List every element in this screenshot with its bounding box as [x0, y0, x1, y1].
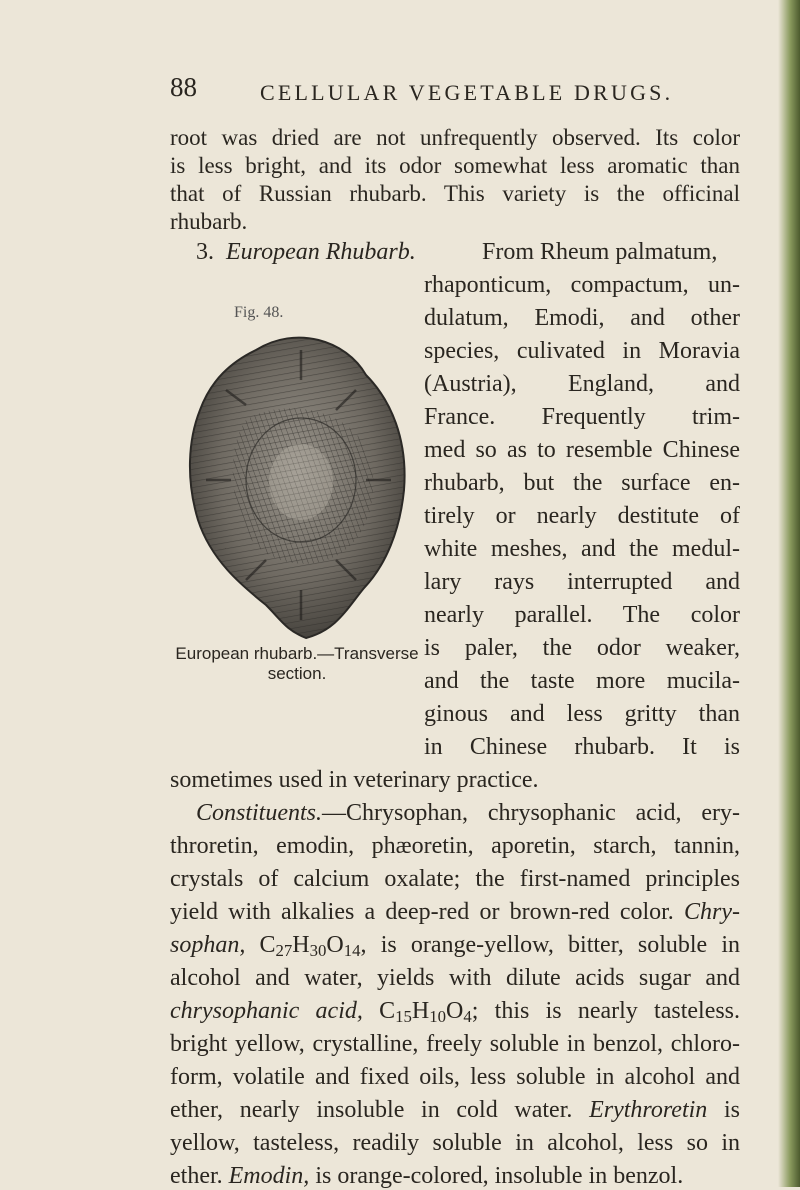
- constituents-line-12-b: is orange-colored, insoluble in benzol.: [315, 1163, 684, 1189]
- figure-caption: [170, 644, 424, 684]
- right-col-line-7: rhubarb, but the surface en-: [424, 470, 740, 496]
- page-header: [0, 72, 800, 112]
- chrysophanic-acid-label: chrysophanic acid,: [170, 998, 363, 1024]
- constituents-line-1-text: —Chrysophan, chrysophanic acid, ery-: [322, 800, 740, 826]
- page-edge-shadow: [778, 0, 800, 1187]
- right-col-line-13: and the taste more mucila-: [424, 668, 740, 694]
- figure-label: Fig. 48.: [234, 304, 284, 321]
- right-col-line-1: rhaponticum, compactum, un-: [424, 272, 740, 298]
- figure-rhubarb-section: [186, 330, 412, 640]
- right-col-line-6: med so as to resemble Chinese: [424, 437, 740, 463]
- right-col-line-15: in Chinese rhubarb. It is: [424, 734, 740, 760]
- constituents-line-9: form, volatile and fixed oils, less soluble in alcohol and: [170, 1064, 740, 1090]
- figure-caption-line-1: European rhubarb.—Transverse: [175, 644, 419, 663]
- right-col-line-2: dulatum, Emodi, and other: [424, 305, 740, 331]
- constituents-line-10-a: ether, nearly insoluble in cold water.: [170, 1097, 573, 1123]
- right-col-line-14: ginous and less gritty than: [424, 701, 740, 727]
- section-number: 3.: [196, 239, 214, 265]
- after-figure-line: sometimes used in veterinary practice.: [170, 767, 539, 793]
- section-title: European Rhubarb.: [226, 239, 416, 265]
- intro-line-4: rhubarb.: [170, 209, 248, 234]
- constituents-line-5: [170, 931, 740, 959]
- running-head: CELLULAR VEGETABLE DRUGS.: [260, 80, 674, 105]
- section-heading-line: [196, 238, 740, 266]
- chrysophanic-acid-formula: $C_{15}H_{10}O_4$: [379, 998, 472, 1026]
- chrysophan-label-2: sophan,: [170, 932, 246, 958]
- constituents-line-12: [170, 1162, 740, 1190]
- rhubarb-cross-section-illustration: [186, 330, 412, 640]
- constituents-line-7: [170, 997, 740, 1025]
- constituents-line-5-text: is orange-yellow, bitter, soluble in: [380, 932, 741, 958]
- figure-caption-line-2: section.: [267, 664, 327, 683]
- erythroretin-label: Erythroretin: [589, 1097, 708, 1123]
- right-col-line-10: lary rays interrupted and: [424, 569, 740, 595]
- intro-line-1: root was dried are not unfrequently observed. Its color: [170, 125, 740, 150]
- chrysophan-label: Chry-: [684, 899, 740, 925]
- right-col-line-5: France. Frequently trim-: [424, 404, 740, 430]
- intro-line-2: is less bright, and its odor somewhat less aromatic than: [170, 153, 740, 178]
- constituents-line-2: throretin, emodin, phæoretin, aporetin, starch, tannin,: [170, 833, 740, 859]
- constituents-line-3: crystals of calcium oxalate; the first-named principles: [170, 866, 740, 892]
- chrysophan-formula: $C_{27}H_{30}O_{14}$,: [259, 932, 367, 960]
- constituents-line-4-text: yield with alkalies a deep-red or brown-red color.: [170, 899, 674, 925]
- right-col-line-11: nearly parallel. The color: [424, 602, 740, 628]
- constituents-label: Constituents.: [196, 800, 323, 826]
- right-col-line-4: (Austria), England, and: [424, 371, 740, 397]
- constituents-line-1: [196, 799, 740, 827]
- constituents-line-10: [170, 1096, 740, 1124]
- right-col-line-9: white meshes, and the medul-: [424, 536, 740, 562]
- intro-line-3: that of Russian rhubarb. This variety is the officinal: [170, 181, 740, 206]
- constituents-line-4: [170, 898, 740, 926]
- constituents-line-11: yellow, tasteless, readily soluble in alcohol, less so in: [170, 1130, 740, 1156]
- constituents-line-12-a: ether.: [170, 1163, 223, 1189]
- constituents-line-10-b: is: [724, 1097, 741, 1123]
- page-number: 88: [170, 72, 197, 102]
- right-col-line-8: tirely or nearly destitute of: [424, 503, 740, 529]
- emodin-label: Emodin,: [228, 1163, 310, 1189]
- constituents-line-7-text: ; this is nearly tasteless.: [471, 998, 741, 1024]
- right-col-line-12: is paler, the odor weaker,: [424, 635, 740, 661]
- section-first-line: From Rheum palmatum,: [482, 239, 718, 265]
- right-col-line-3: species, culivated in Moravia: [424, 338, 740, 364]
- constituents-line-8: bright yellow, crystalline, freely soluble in benzol, chloro-: [170, 1031, 740, 1057]
- constituents-line-6: alcohol and water, yields with dilute acids sugar and: [170, 965, 740, 991]
